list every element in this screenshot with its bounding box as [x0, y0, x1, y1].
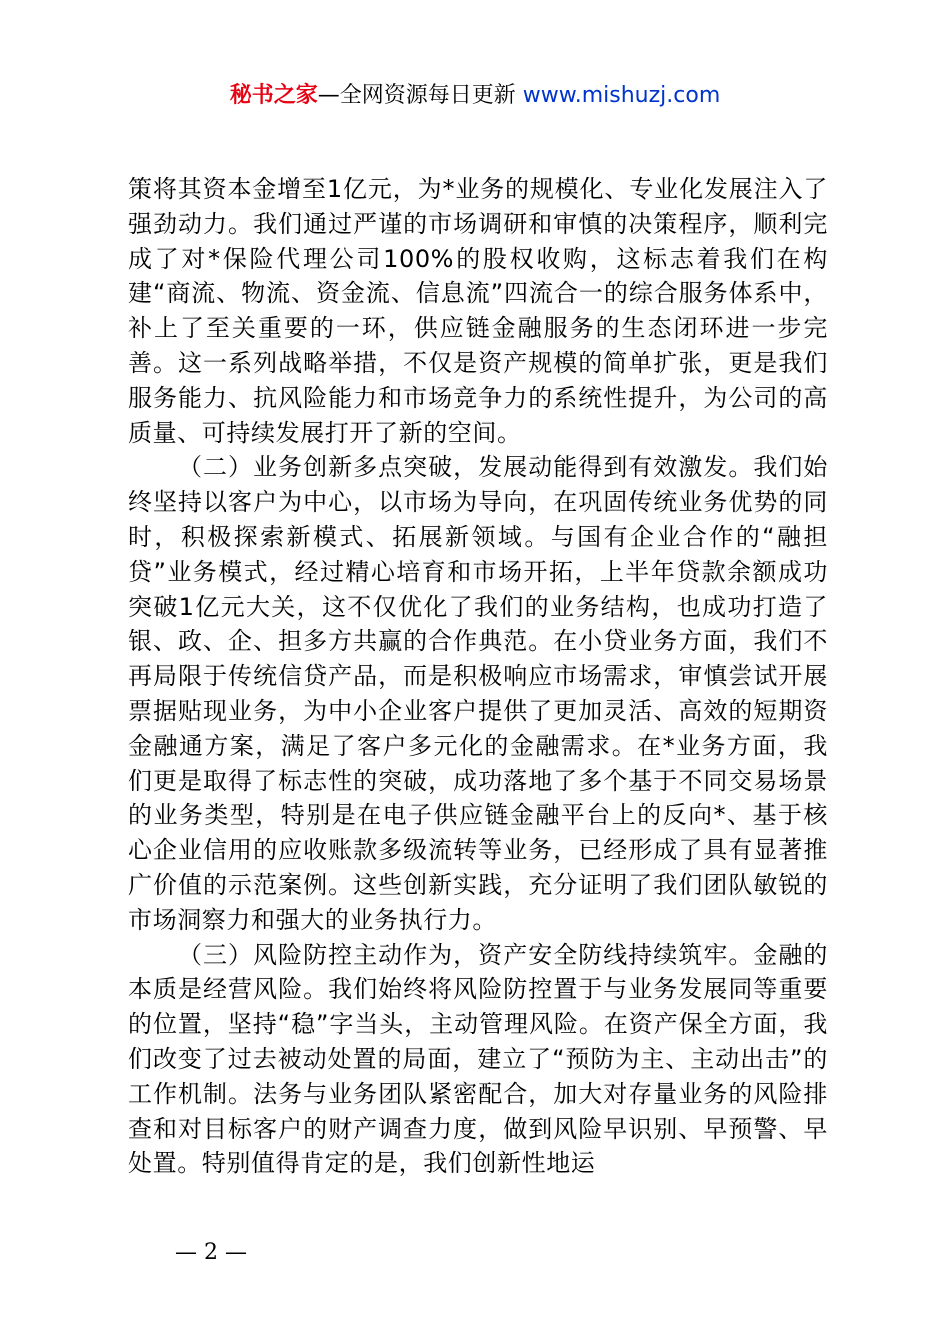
page-header [0, 80, 950, 112]
paragraph-business-innovation: （二）业务创新多点突破，发展动能得到有效激发。我们始终坚持以客户为中心，以市场为导向，在巩固传统业务优势的同时，积极探索新模式、拓展新领域。与国有企业合作的“融担贷”业务模式，经过精心培育和市场开拓，上半年贷款余额成功突破1亿元大关，这不仅优化了我们的业务结构，也成功打造了银、政、企、担多方共赢的合作典范。在小贷业务方面，我们不再局限于传统信贷产品，而是积极响应市场需求，审慎尝试开展票据贴现业务，为中小企业客户提供了更加灵活、高效的短期资金融通方案，满足了客户多元化的金融需求。在*业务方面，我们更是取得了标志性的突破，成功落地了多个基于不同交易场景的业务类型，特别是在电子供应链金融平台上的反向*、基于核心企业信用的应收账款多级流转等业务，已经形成了具有显著推广价值的示范案例。这些创新实践，充分证明了我们团队敏锐的市场洞察力和强大的业务执行力。 [128, 453, 828, 934]
page-number: — 2 — [175, 1240, 247, 1265]
header-brand: 秘书之家 [229, 83, 318, 108]
header-tagline: —全网资源每日更新 [317, 83, 516, 108]
paragraph-risk-control: （三）风险防控主动作为，资产安全防线持续筑牢。金融的本质是经营风险。我们始终将风险防控置于与业务发展同等重要的位置，坚持“稳”字当头，主动管理风险。在资产保全方面，我们改变了过去被动处置的局面，建立了“预防为主、主动出击”的工作机制。法务与业务团队紧密配合，加大对存量业务的风险排查和对目标客户的财产调查力度，做到风险早识别、早预警、早处置。特别值得肯定的是，我们创新性地运 [128, 940, 828, 1178]
document-body [128, 172, 828, 1181]
header-url-link[interactable]: www.mishuzj.com [522, 83, 721, 108]
paragraph-continued: 策将其资本金增至1亿元，为*业务的规模化、专业化发展注入了强劲动力。我们通过严谨的市场调研和审慎的决策程序，顺利完成了对*保险代理公司100%的股权收购，这标志着我们在构建“商流、物流、资金流、信息流”四流合一的综合服务体系中，补上了至关重要的一环，供应链金融服务的生态闭环进一步完善。这一系列战略举措，不仅是资产规模的简单扩张，更是我们服务能力、抗风险能力和市场竞争力的系统性提升，为公司的高质量、可持续发展打开了新的空间。 [128, 175, 828, 447]
